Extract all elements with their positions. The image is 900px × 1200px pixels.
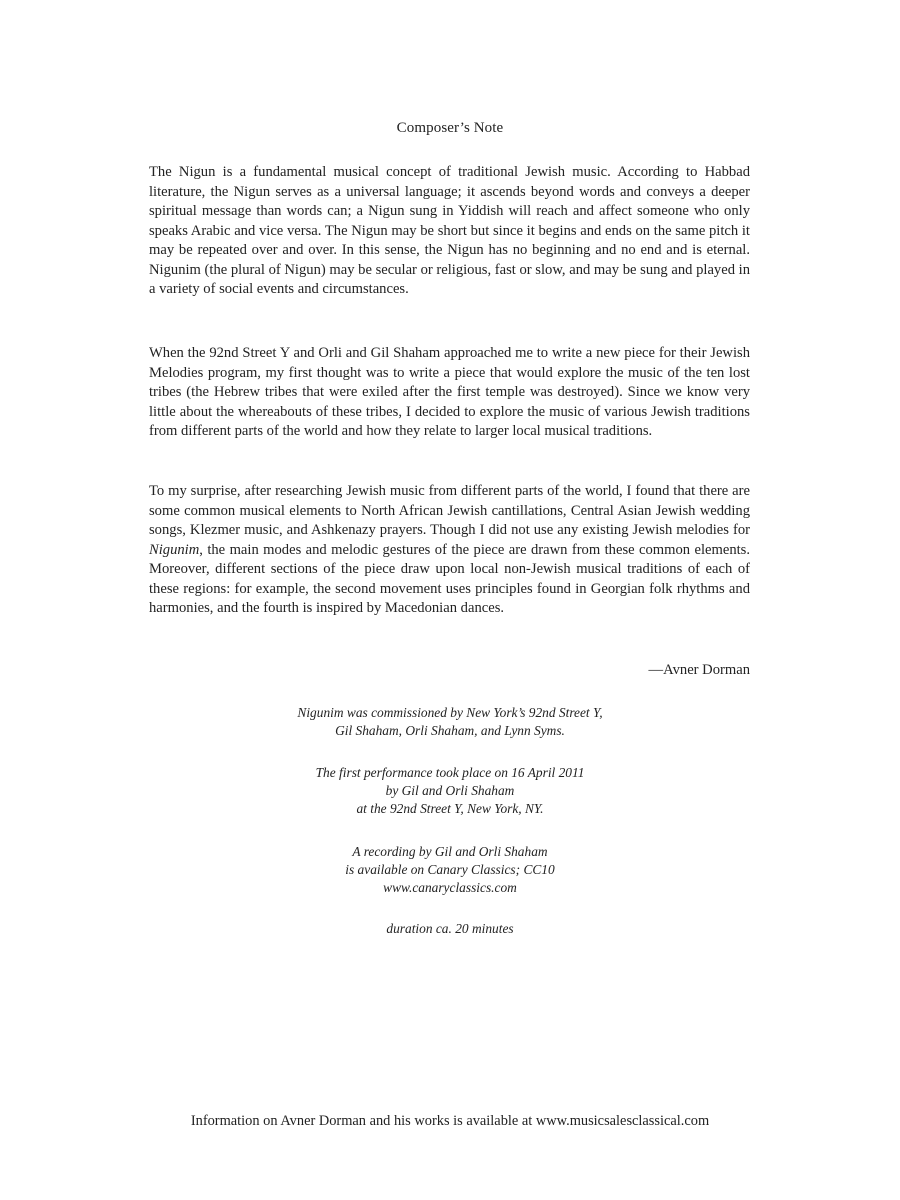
credit-line: Gil Shaham, Orli Shaham, and Lynn Syms. [335,723,565,738]
footer-info: Information on Avner Dorman and his works is available at www.musicsalesclassical.com [190,1113,710,1129]
credit-line: is available on Canary Classics; CC10 [345,862,555,877]
paragraph-text [149,482,750,619]
paragraph-text: The Nigun is a fundamental musical concept of traditional Jewish music. According to Habbad literature, the Nigun serves as a universal language; it ascends beyond words and conveys a deeper spiritual message than words can; a Nigun sung in Yiddish will reach and affect someone who only speaks Arabic and vice versa. The Nigun may be short but since it begins and ends on the same pitch it may be repeated over and over. In this sense, the Nigun has no beginning and no end and is eternal. Nigunim (the plural of Nigun) may be secular or religious, fast or slow, and may be sung and played in a variety of social events and circumstances. [149,164,750,297]
credit-line: The first performance took place on 16 April 2011 [315,765,585,780]
paragraph-text: When the 92nd Street Y and Orli and Gil Shaham approached me to write a new piece for their Jewish Melodies program, my first thought was to write a piece that would explore the music of the ten lost tribes (the Hebrew tribes that were exiled after the first temple was destroyed). Since we know very little about the whereabouts of these tribes, I decided to explore the music of various Jewish traditions from different parts of the world and how they relate to larger local musical traditions. [149,345,750,439]
credit-line: A recording by Gil and Orli Shaham [352,844,548,859]
work-title-italic: Nigunim [149,541,200,558]
paragraph-text-before: To my surprise, after researching Jewish music from different parts of the world, I found that there are some common musical elements to North African Jewish cantillations, Central Asian Jewish wedding songs, Klezmer music, and Ashkenazy prayers. Though I did not use any existing Jewish melodies for [149,483,750,538]
page-title: Composer’s Note [396,120,504,136]
duration-note [0,920,900,938]
composer-signature: —Avner Dorman [648,662,750,678]
paragraph-nigun-concept [149,163,750,300]
paragraph-commission-origin [149,344,750,442]
credit-line: Nigunim was commissioned by New York’s 92nd Street Y, [297,705,603,720]
recording-credit [0,843,900,897]
premiere-credit [0,764,900,818]
paragraph-research [149,482,750,619]
credit-line: by Gil and Orli Shaham [385,783,515,798]
credit-line: at the 92nd Street Y, New York, NY. [356,801,544,816]
commission-credit [0,704,900,740]
duration-text: duration ca. 20 minutes [386,921,514,936]
paragraph-text-after: , the main modes and melodic gestures of the piece are drawn from these common elements. Moreover, different sections of the piece draw upon local non-Jewish musical traditions of each of these regions: for example, the second movement uses principles found in Georgian folk rhythms and harmonies, and the fourth is inspired by Macedonian dances. [149,541,750,616]
recording-url: www.canaryclassics.com [383,880,517,895]
